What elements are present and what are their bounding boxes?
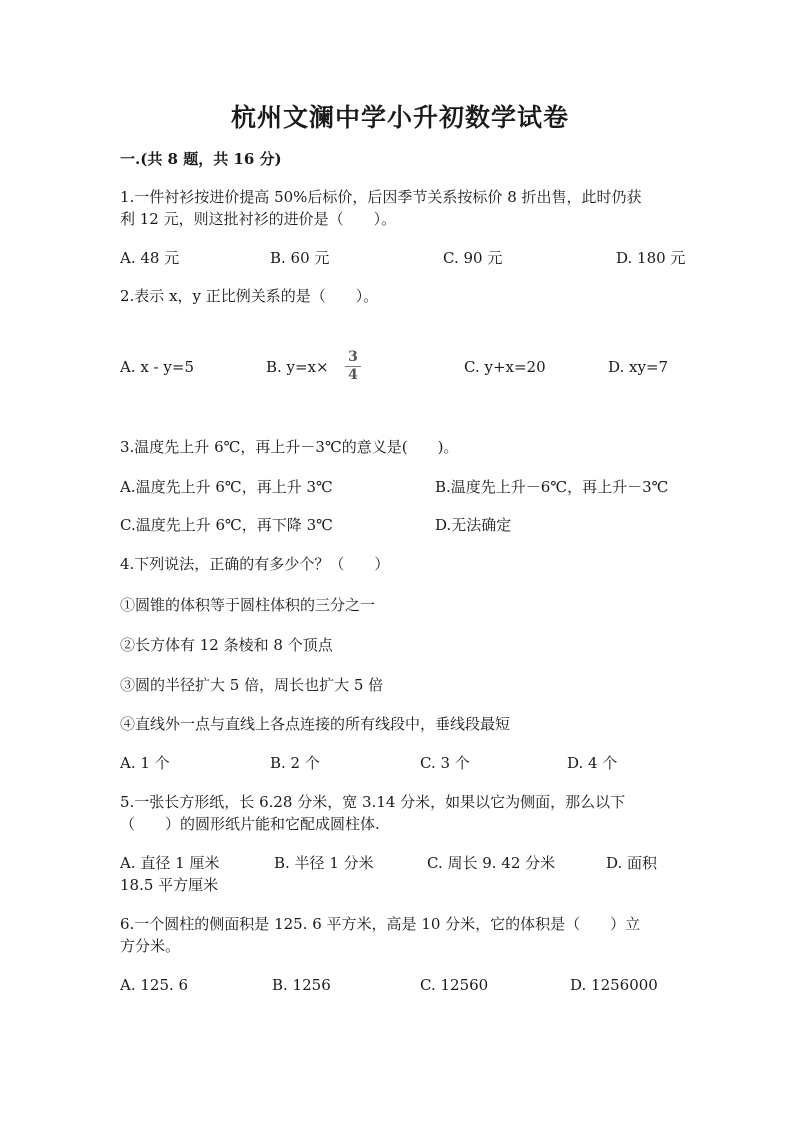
q1-option-c: C. 90 元 xyxy=(443,249,503,267)
q6-option-b: B. 1256 xyxy=(272,976,331,994)
q5-option-b: B. 半径 1 分米 xyxy=(274,854,374,872)
q3-option-a: A.温度先上升 6℃，再上升 3℃ xyxy=(120,478,333,496)
q2-fraction xyxy=(345,350,361,383)
q4-stem: 4.下列说法，正确的有多少个？（ ） xyxy=(120,555,390,573)
q5-stem-line1: 5.一张长方形纸，长 6.28 分米，宽 3.14 分米，如果以它为侧面，那么以下 xyxy=(120,793,626,811)
q4-statement-1: ①圆锥的体积等于圆柱体积的三分之一 xyxy=(120,596,376,614)
q4-option-c: C. 3 个 xyxy=(420,754,470,772)
q5-stem-line2: （ ）的圆形纸片能和它配成圆柱体. xyxy=(120,815,380,833)
q4-option-a: A. 1 个 xyxy=(120,754,170,772)
q1-stem-line1: 1.一件衬衫按进价提高 50%后标价，后因季节关系按标价 8 折出售，此时仍获 xyxy=(120,188,642,206)
q6-option-c: C. 12560 xyxy=(420,976,489,994)
q1-option-b: B. 60 元 xyxy=(270,249,330,267)
q2-option-a: A. x - y=5 xyxy=(120,358,195,376)
q2-option-b: B. y=x× xyxy=(266,358,329,376)
q4-option-d: D. 4 个 xyxy=(567,754,618,772)
q1-option-a: A. 48 元 xyxy=(120,249,180,267)
q4-statement-3: ③圆的半径扩大 5 倍，周长也扩大 5 倍 xyxy=(120,676,384,694)
fraction-numerator: 3 xyxy=(348,349,358,365)
q2-option-c: C. y+x=20 xyxy=(464,358,546,376)
q3-option-b: B.温度先上升－6℃，再上升－3℃ xyxy=(435,478,669,496)
q1-stem-line2: 利 12 元，则这批衬衫的进价是（ ）。 xyxy=(120,210,397,228)
q4-statement-2: ②长方体有 12 条棱和 8 个顶点 xyxy=(120,636,333,654)
q5-option-c: C. 周长 9. 42 分米 xyxy=(427,854,556,872)
q4-option-b: B. 2 个 xyxy=(270,754,320,772)
q6-stem-line1: 6.一个圆柱的侧面积是 125. 6 平方米，高是 10 分米，它的体积是（ ）立 xyxy=(120,915,641,933)
q6-option-a: A. 125. 6 xyxy=(120,976,189,994)
q4-statement-4: ④直线外一点与直线上各点连接的所有线段中，垂线段最短 xyxy=(120,715,511,733)
q1-option-d: D. 180 元 xyxy=(616,249,686,267)
q2-option-d: D. xy=7 xyxy=(608,358,669,376)
q5-option-d: D. 面积 xyxy=(606,854,658,872)
fraction-denominator: 4 xyxy=(348,367,358,383)
q6-option-d: D. 1256000 xyxy=(570,976,658,994)
q5-option-a: A. 直径 1 厘米 xyxy=(120,854,220,872)
q3-stem: 3.温度先上升 6℃，再上升－3℃的意义是( )。 xyxy=(120,438,459,456)
q3-option-d: D.无法确定 xyxy=(435,516,512,534)
page-title: 杭州文澜中学小升初数学试卷 xyxy=(230,103,569,132)
q2-stem: 2.表示 x，y 正比例关系的是（ ）。 xyxy=(120,287,379,305)
q5-option-d-continued: 18.5 平方厘米 xyxy=(120,876,219,894)
q6-stem-line2: 方分米。 xyxy=(120,937,181,955)
q3-option-c: C.温度先上升 6℃，再下降 3℃ xyxy=(120,516,333,534)
section-heading: 一.(共 8 题，共 16 分) xyxy=(120,150,282,168)
